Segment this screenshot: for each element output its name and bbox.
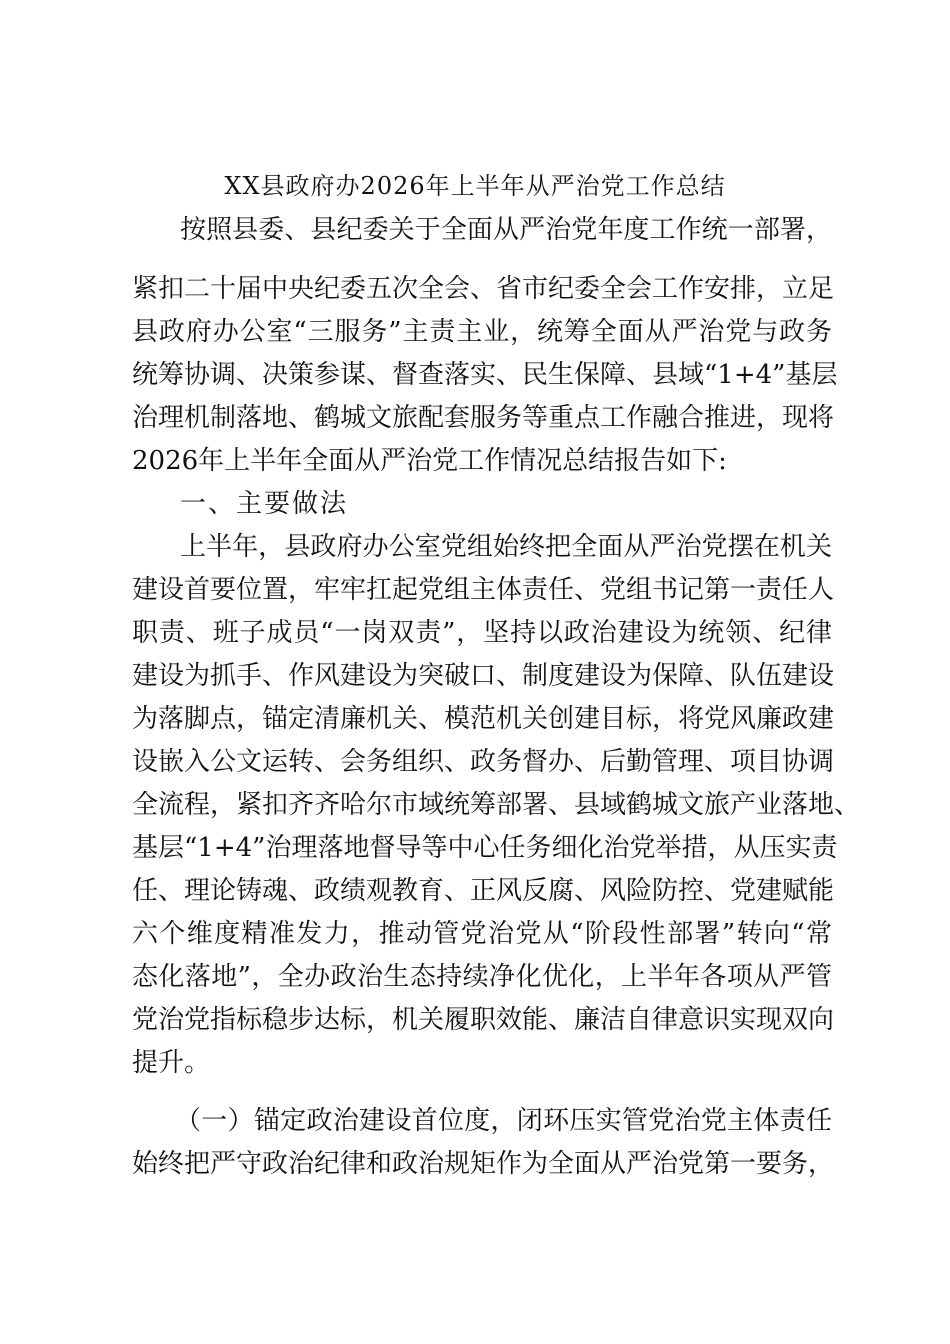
intro-line-2: 紧扣二十届中央纪委五次全会、省市纪委全会工作安排，立足	[132, 274, 835, 304]
section1-line-2: 建设首要位置，牢牢扛起党组主体责任、党组书记第一责任人	[132, 575, 835, 605]
intro-line-4: 统筹协调、决策参谋、督查落实、民生保障、县域“1+4”基层	[132, 360, 838, 390]
intro-line-5: 治理机制落地、鹤城文旅配套服务等重点工作融合推进，现将	[132, 403, 835, 433]
section1-line-10: 六个维度精准发力，推动管党治党从“阶段性部署”转向“常	[132, 919, 832, 949]
intro-line-1: 按照县委、县纪委关于全面从严治党年度工作统一部署，	[180, 215, 832, 245]
section1-line-3: 职责、班子成员“一岗双责”，坚持以政治建设为统领、纪律	[132, 618, 832, 648]
section1-line-9: 任、理论铸魂、政绩观教育、正风反腐、风险防控、党建赋能	[132, 876, 835, 906]
section1-line-13: 提升。	[132, 1048, 211, 1078]
section1-line-1: 上半年，县政府办公室党组始终把全面从严治党摆在机关	[180, 532, 832, 562]
section1-heading: 一、主要做法	[180, 489, 349, 519]
document-title: XX县政府办2026年上半年从严治党工作总结	[224, 172, 726, 200]
intro-line-3: 县政府办公室“三服务”主责主业，统筹全面从严治党与政务	[132, 317, 832, 347]
section1-line-7: 全流程，紧扣齐齐哈尔市域统筹部署、县域鹤城文旅产业落地、	[132, 790, 861, 820]
section1-line-5: 为落脚点，锚定清廉机关、模范机关创建目标，将党风廉政建	[132, 704, 835, 734]
section1-line-11: 态化落地”，全办政治生态持续净化优化，上半年各项从严管	[132, 962, 832, 992]
intro-line-6: 2026年上半年全面从严治党工作情况总结报告如下:	[132, 446, 727, 476]
section1-line-4: 建设为抓手、作风建设为突破口、制度建设为保障、队伍建设	[132, 661, 835, 691]
subsection1-line-1: 始终把严守政治纪律和政治规矩作为全面从严治党第一要务，	[132, 1149, 835, 1179]
subsection1-heading: （一）锚定政治建设首位度，闭环压实管党治党主体责任	[175, 1106, 832, 1136]
section1-line-6: 设嵌入公文运转、会务组织、政务督办、后勤管理、项目协调	[132, 747, 835, 777]
section1-line-12: 党治党指标稳步达标，机关履职效能、廉洁自律意识实现双向	[132, 1005, 835, 1035]
section1-line-8: 基层“1+4”治理落地督导等中心任务细化治党举措，从压实责	[132, 833, 838, 863]
